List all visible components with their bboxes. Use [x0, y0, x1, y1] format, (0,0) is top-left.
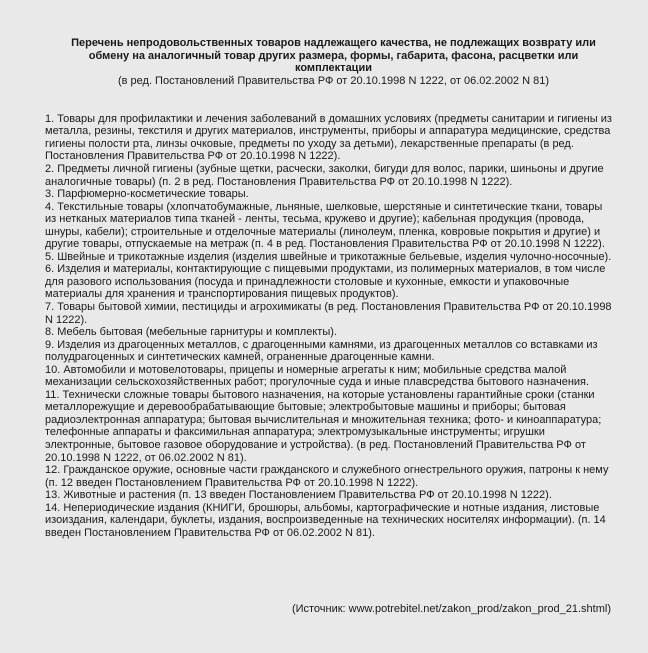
list-item: 8. Мебель бытовая (мебельные гарнитуры и комплекты).	[45, 326, 337, 339]
list-item: 7. Товары бытовой химии, пестициды и агрохимикаты (в ред. Постановления Правительства РФ от 20.10.1998 N 1222).	[45, 300, 612, 326]
document-title: Перечень непродовольственных товаров надлежащего качества, не подлежащих возврату или обмену на аналогичный товар других размера, формы, габарита, фасона, расцветки или комплектации	[71, 37, 596, 75]
list-item: 5. Швейные и трикотажные изделия (изделия швейные и трикотажные бельевые, изделия чулочно-носочные).	[45, 250, 612, 263]
list-item: 2. Предметы личной гигиены (зубные щетки, расчески, заколки, бигуди для волос, парики, шиньоны и другие аналогичные товары) (п. 2 в ред. Постановления Правительства РФ от 20.10.1998 N 1222).	[45, 162, 604, 188]
list-item: 10. Автомобили и мотовелотовары, прицепы и номерные агрегаты к ним; мобильные средства малой механизации сельскохозяйственных работ; прогулочные суда и иные плавсредства бытового назначения.	[45, 363, 590, 389]
list-item: 1. Товары для профилактики и лечения заболеваний в домашних условиях (предметы санитарии и гигиены из металла, резины, текстиля и других материалов, инструменты, приборы и аппаратура медицинские, средства гигиены полости рта, линзы очковые, предметы по уходу за детьми), лекарственные препараты (в ред. Постановления Правительства РФ от 20.10.1998 N 1222).	[45, 112, 612, 163]
list-item: 9. Изделия из драгоценных металлов, с драгоценными камнями, из драгоценных металлов со вставками из полудрагоценных и синтетических камней, ограненные драгоценные камни.	[45, 338, 598, 364]
list-item: 11. Технически сложные товары бытового назначения, на которые установлены гарантийные сроки (станки металлорежущие и деревообрабатывающие бытовые; электробытовые машины и приборы; бытовая радиоэлектронная аппаратура; бытовая вычислительная и множительная техника; фото- и киноаппаратура; телефонные аппараты и факсимильная аппаратура; электромузыкальные инструменты; игрушки электронные, бытовое газовое оборудование и устройства). (в ред. Постановлений Правительства РФ от 20.10.1998 N 1222, от 06.02.2002 N 81).	[45, 388, 602, 464]
list-item: 14. Непериодические издания (КНИГИ, брошюры, альбомы, картографические и нотные издания, листовые изоиздания, календари, буклеты, издания, воспроизведенные на технических носителях информации). (п. 14 введен Постановлением Правительства РФ от 06.02.2002 N 81).	[45, 501, 606, 539]
list-item: 12. Гражданское оружие, основные части гражданского и служебного огнестрельного оружия, патроны к нему (п. 12 введен Постановлением Правительства РФ от 20.10.1998 N 1222).	[45, 464, 609, 489]
list-item: 3. Парфюмерно-косметические товары.	[45, 188, 249, 201]
list-item: 4. Текстильные товары (хлопчатобумажные, льняные, шелковые, шерстяные и синтетические ткани, товары из нетканых материалов типа тканей - ленты, тесьма, кружево и другие); кабельная продукция (провода, шнуры, кабели); строительные и отделочные материалы (линолеум, пленка, ковровые покрытия и другие) и другие товары, отпускаемые на метраж (п. 4 в ред. Постановления Правительства РФ от 20.10.1998 N 1222).	[45, 200, 605, 251]
list-item: 13. Животные и растения (п. 13 введен Постановлением Правительства РФ от 20.10.1998 N 1222).	[45, 489, 552, 502]
goods-list	[45, 113, 612, 540]
source-note: (Источник: www.potrebitel.net/zakon_prod/zakon_prod_21.shtml)	[291, 603, 611, 615]
document-subtitle: (в ред. Постановлений Правительства РФ от 20.10.1998 N 1222, от 06.02.2002 N 81)	[117, 74, 550, 87]
list-item: 6. Изделия и материалы, контактирующие с пищевыми продуктами, из полимерных материалов, в том числе для разового использования (посуда и принадлежности столовые и кухонные, емкости и упаковочные материалы для хранения и транспортирования пищевых продуктов).	[45, 263, 606, 301]
